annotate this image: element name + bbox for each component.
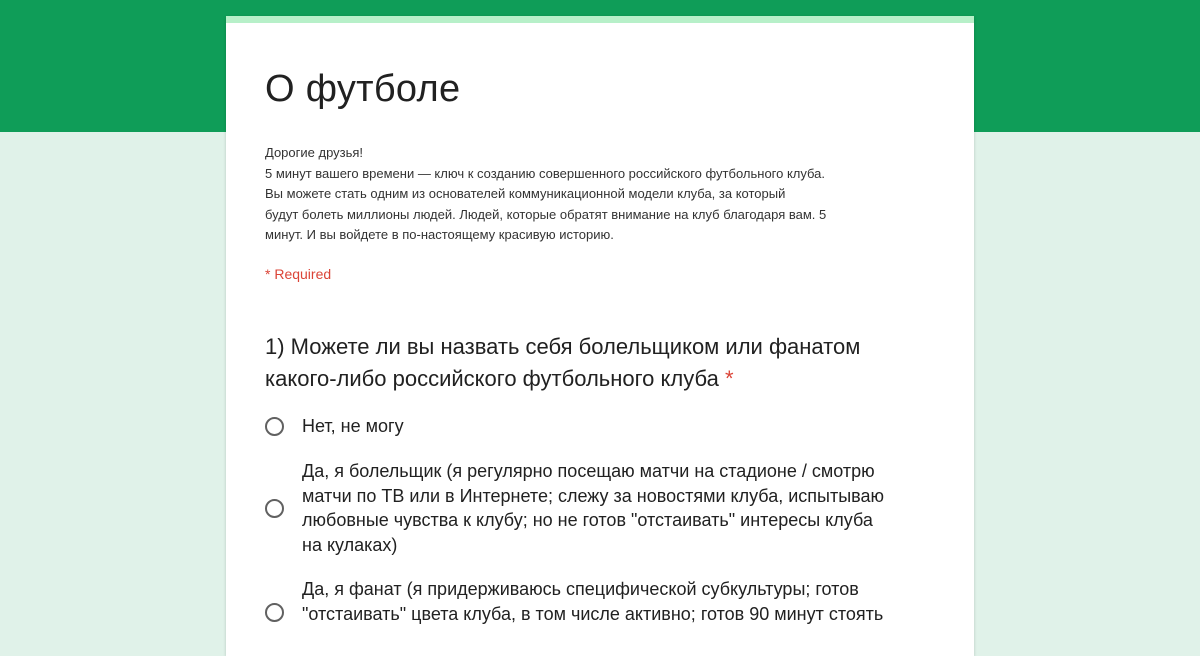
option-label-line: Да, я болельщик (я регулярно посещаю матчи на стадионе / смотрю [302,461,875,481]
option-label-fan [302,577,883,626]
option-label-no [302,414,404,439]
option-label-line: Да, я фанат (я придерживаюсь специфической субкультуры; готов [302,579,859,599]
radio-button-supporter[interactable] [265,499,284,518]
option-label-line: "отстаивать" цвета клуба, в том числе активно; готов 90 минут стоять [302,603,884,624]
question-1-title [265,331,945,395]
form-title: О футболе [265,68,461,110]
option-label-line: любовные чувства к клубу; но не готов "отстаивать" интересы клуба [302,510,873,531]
required-asterisk: * [724,366,734,391]
form-description-line: минут. И вы войдете в по-настоящему красивую историю. [265,227,614,242]
form-card-accent [226,16,974,23]
form-description [265,143,945,246]
question-title-line: 1) Можете ли вы назвать себя болельщиком или фанатом [265,334,861,359]
question-title-text: какого-либо российского футбольного клуба [265,366,719,391]
option-label-line: Нет, не могу [302,416,404,436]
required-note: * Required [265,266,332,282]
option-label-line: матчи по ТВ или в Интернете; слежу за новостями клуба, испытываю [302,485,885,506]
question-title-line [265,363,945,395]
form-description-line: будут болеть миллионы людей. Людей, которые обратят внимание на клуб благодаря вам. 5 [265,206,827,222]
option-label-line: на кулаках) [302,535,398,556]
form-description-line: Дорогие друзья! [265,145,364,160]
form-description-line: Вы можете стать одним из основателей коммуникационной модели клуба, за который [265,186,786,201]
radio-button-fan[interactable] [265,603,284,622]
radio-button-no[interactable] [265,417,284,436]
form-description-line: 5 минут вашего времени — ключ к созданию совершенного российского футбольного клуба. [265,165,826,181]
option-label-supporter [302,459,884,558]
form-card [226,16,974,656]
